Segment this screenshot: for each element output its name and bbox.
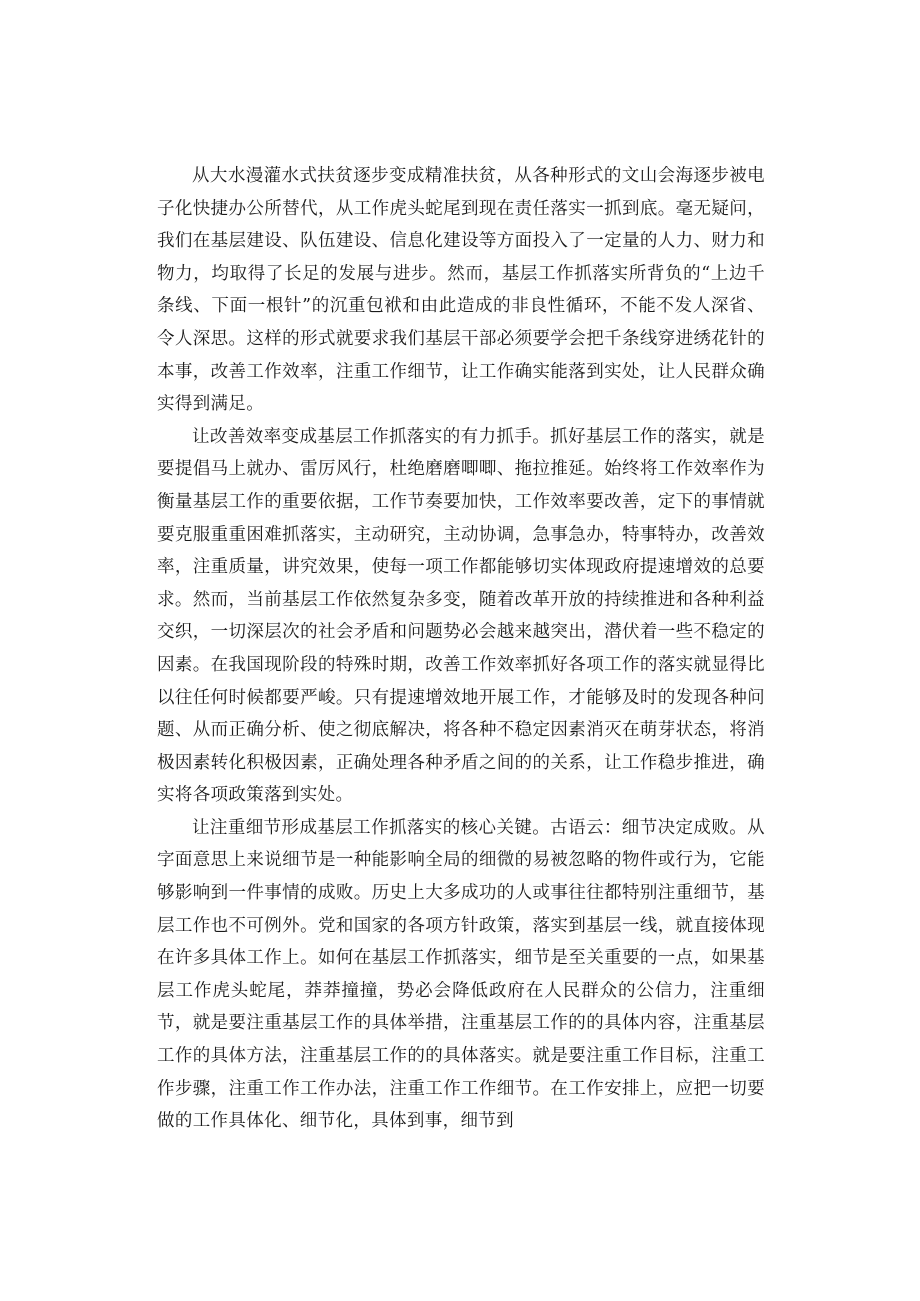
paragraph-3: 让注重细节形成基层工作抓落实的核心关键。古语云：细节决定成败。从字面意思上来说细节是一种能影响全局的细微的易被忽略的物件或行为，它能够影响到一件事情的成败。历史上大多成功的人或事往往都特别注重细节，基层工作也不可例外。党和国家的各项方针政策，落实到基层一线，就直接体现在许多具体工作上。如何在基层工作抓落实，细节是至关重要的一点，如果基层工作虎头蛇尾，莽莽撞撞，势必会降低政府在人民群众的公信力，注重细节，就是要注重基层工作的具体举措，注重基层工作的的具体内容，注重基层工作的具体方法，注重基层工作的的具体落实。就是要注重工作目标，注重工作步骤，注重工作工作办法，注重工作工作细节。在工作安排上，应把一切要做的工作具体化、细节化，具体到事，细节到 [157,817,765,1132]
document-body [157,160,765,1138]
paragraph-1: 从大水漫灌水式扶贫逐步变成精准扶贫，从各种形式的文山会海逐步被电子化快捷办公所替代，从工作虎头蛇尾到现在责任落实一抓到底。毫无疑问，我们在基层建设、队伍建设、信息化建设等方面投入了一定量的人力、财力和物力，均取得了长足的发展与进步。然而，基层工作抓落实所背负的“上边千条线、下面一根针”的沉重包袱和由此造成的非良性循环，不能不发人深省、令人深思。这样的形式就要求我们基层干部必须要学会把千条线穿进绣花针的本事，改善工作效率，注重工作细节，让工作确实能落到实处，让人民群众确实得到满足。 [157,166,765,415]
paragraph-2: 让改善效率变成基层工作抓落实的有力抓手。抓好基层工作的落实，就是要提倡马上就办、雷厉风行，杜绝磨磨唧唧、拖拉推延。始终将工作效率作为衡量基层工作的重要依据，工作节奏要加快，工作效率要改善，定下的事情就要克服重重困难抓落实，主动研究，主动协调，急事急办，特事特办，改善效率，注重质量，讲究效果，使每一项工作都能够切实体现政府提速增效的总要求。然而，当前基层工作依然复杂多变，随着改革开放的持续推进和各种利益交织，一切深层次的社会矛盾和问题势必会越来越突出，潜伏着一些不稳定的因素。在我国现阶段的特殊时期，改善工作效率抓好各项工作的落实就显得比以往任何时候都要严峻。只有提速增效地开展工作，才能够及时的发现各种问题、从而正确分析、使之彻底解决，将各种不稳定因素消灭在萌芽状态，将消极因素转化积极因素，正确处理各种矛盾之间的的关系，让工作稳步推进，确实将各项政策落到实处。 [157,426,765,806]
